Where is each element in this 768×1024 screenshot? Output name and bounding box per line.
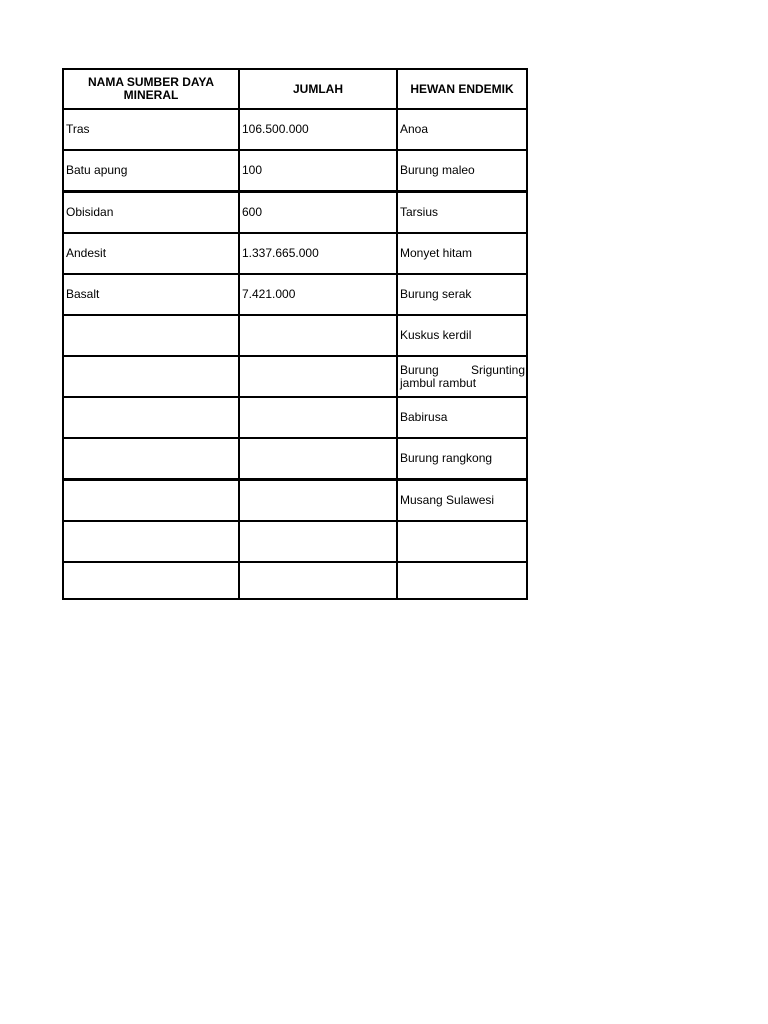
table-row — [63, 356, 527, 397]
cell-hewan[interactable] — [397, 356, 527, 397]
cell-mineral[interactable] — [63, 315, 239, 356]
table-row — [63, 150, 527, 192]
cell-jumlah[interactable]: 100 — [239, 150, 397, 192]
cell-jumlah[interactable] — [239, 356, 397, 397]
cell-jumlah[interactable] — [239, 480, 397, 522]
table-row — [63, 562, 527, 599]
cell-hewan[interactable]: Babirusa — [397, 397, 527, 438]
cell-hewan[interactable] — [397, 562, 527, 599]
header-nama-sumber-daya-mineral[interactable]: NAMA SUMBER DAYA MINERAL — [63, 69, 239, 109]
header-hewan-endemik[interactable]: HEWAN ENDEMIK — [397, 69, 527, 109]
header-jumlah[interactable]: JUMLAH — [239, 69, 397, 109]
cell-hewan[interactable]: Musang Sulawesi — [397, 480, 527, 522]
cell-jumlah[interactable] — [239, 521, 397, 562]
cell-jumlah[interactable] — [239, 562, 397, 599]
cell-hewan[interactable]: Burung maleo — [397, 150, 527, 192]
cell-hewan[interactable]: Burung serak — [397, 274, 527, 315]
cell-jumlah[interactable] — [239, 438, 397, 480]
table-row — [63, 438, 527, 480]
cell-hewan-line-1: Burung Srigunting — [400, 362, 525, 377]
table-row — [63, 397, 527, 438]
cell-hewan[interactable]: Burung rangkong — [397, 438, 527, 480]
cell-mineral[interactable] — [63, 397, 239, 438]
cell-jumlah[interactable]: 1.337.665.000 — [239, 233, 397, 274]
cell-mineral[interactable] — [63, 562, 239, 599]
table-row — [63, 233, 527, 274]
cell-mineral[interactable] — [63, 438, 239, 480]
cell-jumlah[interactable] — [239, 397, 397, 438]
cell-jumlah[interactable]: 7.421.000 — [239, 274, 397, 315]
data-table — [62, 68, 528, 600]
table-row — [63, 274, 527, 315]
cell-mineral[interactable] — [63, 356, 239, 397]
cell-mineral[interactable]: Andesit — [63, 233, 239, 274]
cell-mineral[interactable]: Batu apung — [63, 150, 239, 192]
cell-hewan[interactable]: Kuskus kerdil — [397, 315, 527, 356]
cell-mineral[interactable]: Obisidan — [63, 192, 239, 234]
cell-hewan-line-2: jambul rambut — [400, 375, 477, 390]
cell-jumlah[interactable]: 600 — [239, 192, 397, 234]
table-row — [63, 480, 527, 522]
cell-mineral[interactable] — [63, 521, 239, 562]
cell-jumlah[interactable] — [239, 315, 397, 356]
table-row — [63, 315, 527, 356]
cell-hewan[interactable] — [397, 521, 527, 562]
cell-hewan[interactable]: Tarsius — [397, 192, 527, 234]
table-row — [63, 192, 527, 234]
cell-hewan[interactable]: Anoa — [397, 109, 527, 150]
cell-mineral[interactable]: Basalt — [63, 274, 239, 315]
cell-jumlah[interactable]: 106.500.000 — [239, 109, 397, 150]
cell-mineral[interactable]: Tras — [63, 109, 239, 150]
cell-hewan[interactable]: Monyet hitam — [397, 233, 527, 274]
table-row — [63, 109, 527, 150]
table-header-row — [63, 69, 527, 109]
cell-mineral[interactable] — [63, 480, 239, 522]
table-row — [63, 521, 527, 562]
